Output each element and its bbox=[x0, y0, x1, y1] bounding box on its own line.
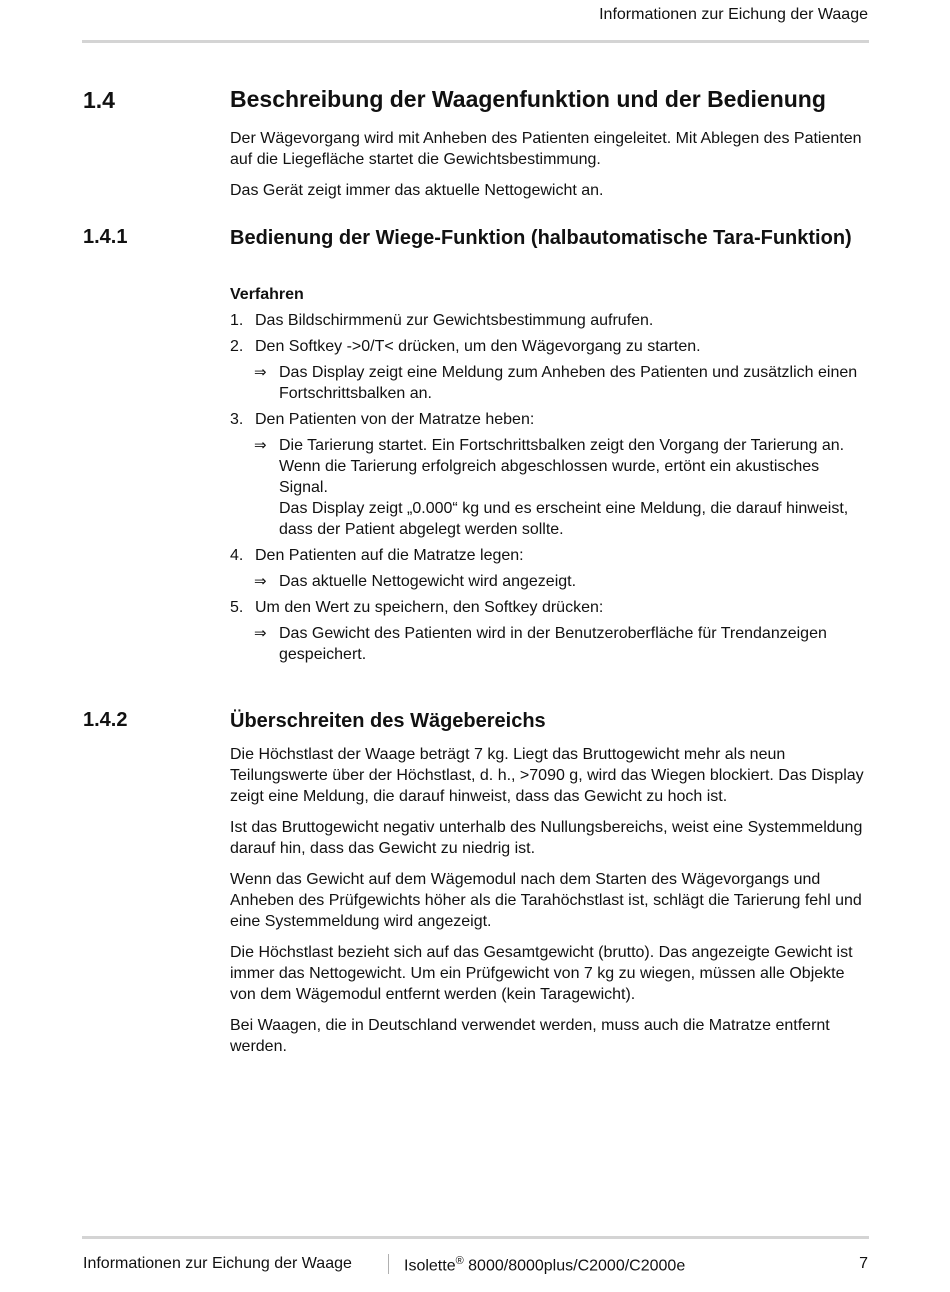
registered-mark: ® bbox=[455, 1255, 464, 1267]
paragraph: Die Höchstlast bezieht sich auf das Gesamtgewicht (brutto). Das angezeigte Gewicht ist immer das Nettogewicht. Um ein Prüfgewicht von 7 kg zu wiegen, müssen alle Objekte von dem Wägemodul entfernt werden (kein Taragewicht). bbox=[230, 944, 853, 1003]
section-number: 1.4 bbox=[83, 87, 115, 113]
footer-separator bbox=[388, 1254, 389, 1274]
step-text: Den Softkey ->0/T< drücken, um den Wägevorgang zu starten. bbox=[255, 338, 701, 355]
list-item bbox=[230, 545, 870, 566]
step-text: Das Bildschirmmenü zur Gewichtsbestimmung aufrufen. bbox=[255, 312, 654, 329]
paragraph: Die Höchstlast der Waage beträgt 7 kg. Liegt das Bruttogewicht mehr als neun Teilungswerte über der Höchstlast, d. h., >7090 g, wird das Wiegen blockiert. Das Display zeigt eine Meldung, die darauf hinweist, dass das Gewicht zu hoch ist. bbox=[230, 746, 864, 805]
result-item bbox=[254, 571, 870, 592]
list-item bbox=[230, 310, 870, 331]
footer-product bbox=[404, 1255, 685, 1275]
result-item bbox=[254, 623, 870, 665]
step-text: Den Patienten von der Matratze heben: bbox=[255, 411, 535, 428]
result-arrow-icon: ⇒ bbox=[254, 625, 267, 642]
result-text: Das Display zeigt eine Meldung zum Anheben des Patienten und zusätzlich einen Fortschrittsbalken an. bbox=[279, 364, 858, 402]
result-arrow-icon: ⇒ bbox=[254, 573, 267, 590]
result-text: Wenn die Tarierung erfolgreich abgeschlossen wurde, ertönt ein akustisches Signal. bbox=[279, 458, 820, 496]
list-item bbox=[230, 597, 870, 618]
step-number: 4. bbox=[230, 547, 244, 564]
footer-title: Informationen zur Eichung der Waage bbox=[83, 1255, 352, 1272]
procedure-label: Verfahren bbox=[230, 286, 304, 303]
running-header: Informationen zur Eichung der Waage bbox=[599, 6, 868, 23]
result-text: Die Tarierung startet. Ein Fortschrittsbalken zeigt den Vorgang der Tarierung an. bbox=[279, 437, 845, 454]
product-name: Isolette bbox=[404, 1257, 456, 1275]
paragraph: Der Wägevorgang wird mit Anheben des Patienten eingeleitet. Mit Ablegen des Patienten auf die Liegefläche startet die Gewichtsbestimmung. bbox=[230, 130, 862, 168]
subsection-title: Bedienung der Wiege-Funktion (halbautomatische Tara-Funktion) bbox=[230, 227, 852, 249]
step-text: Den Patienten auf die Matratze legen: bbox=[255, 547, 524, 564]
result-text: Das Gewicht des Patienten wird in der Benutzeroberfläche für Trendanzeigen gespeichert. bbox=[279, 625, 827, 663]
step-number: 2. bbox=[230, 338, 244, 355]
subsection-body bbox=[230, 744, 870, 1067]
step-number: 1. bbox=[230, 312, 244, 329]
paragraph: Ist das Bruttogewicht negativ unterhalb des Nullungsbereichs, weist eine Systemmeldung darauf hin, dass das Gewicht zu niedrig ist. bbox=[230, 819, 863, 857]
result-arrow-icon: ⇒ bbox=[254, 437, 267, 454]
list-item bbox=[230, 336, 870, 357]
section-body bbox=[230, 128, 870, 211]
footer-rule bbox=[82, 1236, 869, 1239]
product-models: 8000/8000plus/C2000/C2000e bbox=[463, 1257, 686, 1275]
step-number: 3. bbox=[230, 411, 244, 428]
subsection-number: 1.4.1 bbox=[83, 226, 128, 248]
section-title: Beschreibung der Waagenfunktion und der Bedienung bbox=[230, 86, 826, 112]
result-item bbox=[254, 362, 870, 404]
subsection-title: Überschreiten des Wägebereichs bbox=[230, 710, 546, 732]
list-item bbox=[230, 409, 870, 430]
paragraph: Das Gerät zeigt immer das aktuelle Nettogewicht an. bbox=[230, 182, 604, 199]
result-text: Das aktuelle Nettogewicht wird angezeigt. bbox=[279, 573, 577, 590]
page-number: 7 bbox=[859, 1255, 868, 1272]
procedure bbox=[230, 284, 870, 670]
result-text: Das Display zeigt „0.000“ kg und es erscheint eine Meldung, die darauf hinweist, dass der Patient abgelegt werden sollte. bbox=[279, 500, 849, 538]
paragraph: Bei Waagen, die in Deutschland verwendet werden, muss auch die Matratze entfernt werden. bbox=[230, 1017, 830, 1055]
result-arrow-icon: ⇒ bbox=[254, 364, 267, 381]
header-rule bbox=[82, 40, 869, 43]
result-item bbox=[254, 435, 870, 540]
subsection-number: 1.4.2 bbox=[83, 709, 128, 731]
step-number: 5. bbox=[230, 599, 244, 616]
step-text: Um den Wert zu speichern, den Softkey drücken: bbox=[255, 599, 604, 616]
paragraph: Wenn das Gewicht auf dem Wägemodul nach dem Starten des Wägevorgangs und Anheben des Prüfgewichts höher als die Tarahöchstlast ist, schlägt die Tarierung fehl und eine Systemmeldung wird angezeigt. bbox=[230, 871, 862, 930]
